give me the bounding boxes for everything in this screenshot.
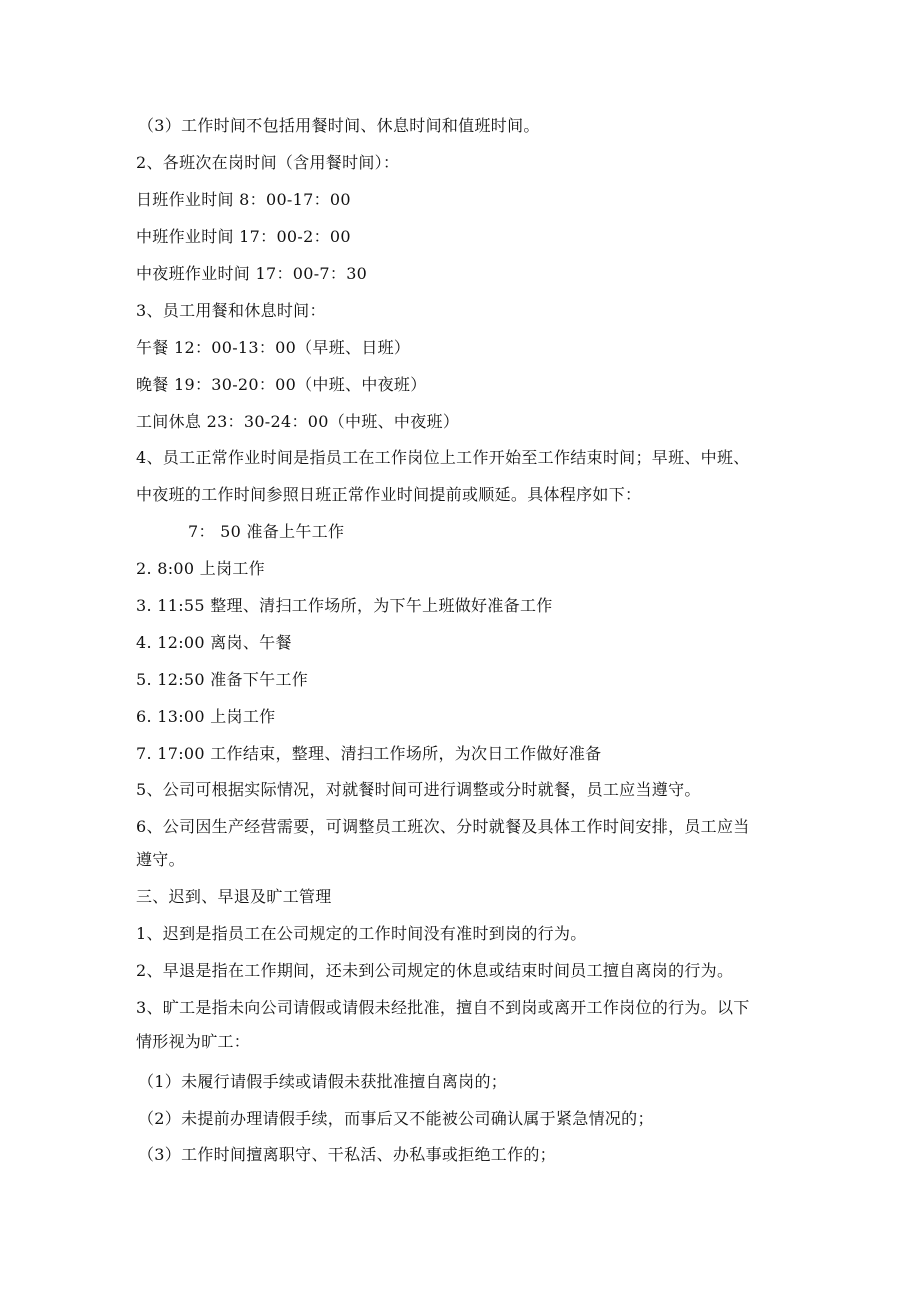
paragraph-line: 晚餐 19：30-20：00（中班、中夜班） [136, 375, 427, 394]
list-item: （2）未提前办理请假手续，而事后又不能被公司确认属于紧急情况的； [138, 1109, 654, 1128]
paragraph-line: 4、员工正常作业时间是指员工在工作岗位上工作开始至工作结束时间；早班、中班、 [136, 448, 750, 467]
paragraph-line: 中班作业时间 17：00-2：00 [136, 227, 351, 246]
paragraph-line: 3、旷工是指未向公司请假或请假未经批准，擅自不到岗或离开工作岗位的行为。以下 [136, 998, 750, 1017]
paragraph-line: 中夜班作业时间 17：00-7：30 [136, 264, 368, 283]
list-item: （1）未履行请假手续或请假未获批准擅自离岗的； [138, 1072, 508, 1091]
paragraph-line: 6、公司因生产经营需要，可调整员工班次、分时就餐及具体工作时间安排，员工应当 [136, 817, 750, 836]
section-heading: 3、员工用餐和休息时间： [136, 301, 326, 320]
paragraph-line: 中夜班的工作时间参照日班正常作业时间提前或顺延。具体程序如下： [136, 485, 642, 504]
list-item: 2. 8:00 上岗工作 [136, 559, 265, 578]
paragraph-line: 1、迟到是指员工在公司规定的工作时间没有准时到岗的行为。 [136, 924, 587, 943]
section-title: 三、迟到、早退及旷工管理 [136, 887, 332, 906]
list-item: 3. 11:55 整理、清扫工作场所，为下午上班做好准备工作 [136, 596, 553, 615]
list-item: 7. 17:00 工作结束，整理、清扫工作场所，为次日工作做好准备 [136, 744, 602, 763]
paragraph-line: 2、早退是指在工作期间，还未到公司规定的休息或结束时间员工擅自离岗的行为。 [136, 961, 734, 980]
paragraph-line: 5、公司可根据实际情况，对就餐时间可进行调整或分时就餐，员工应当遵守。 [136, 780, 701, 799]
list-item: 7： 50 准备上午工作 [188, 522, 345, 541]
paragraph-line: （3）工作时间不包括用餐时间、休息时间和值班时间。 [138, 116, 540, 135]
paragraph-line: 工间休息 23：30-24：00（中班、中夜班） [136, 412, 460, 431]
paragraph-line: 午餐 12：00-13：00（早班、日班） [136, 338, 411, 357]
section-heading: 2、各班次在岗时间（含用餐时间）： [136, 153, 400, 172]
paragraph-line: 遵守。 [136, 850, 185, 869]
list-item: 6. 13:00 上岗工作 [136, 707, 276, 726]
paragraph-line: 情形视为旷工： [136, 1032, 251, 1051]
list-item: 4. 12:00 离岗、午餐 [136, 633, 292, 652]
paragraph-line: 日班作业时间 8：00-17：00 [136, 190, 351, 209]
list-item: 5. 12:50 准备下午工作 [136, 670, 309, 689]
list-item: （3）工作时间擅离职守、干私活、办私事或拒绝工作的； [138, 1145, 556, 1164]
